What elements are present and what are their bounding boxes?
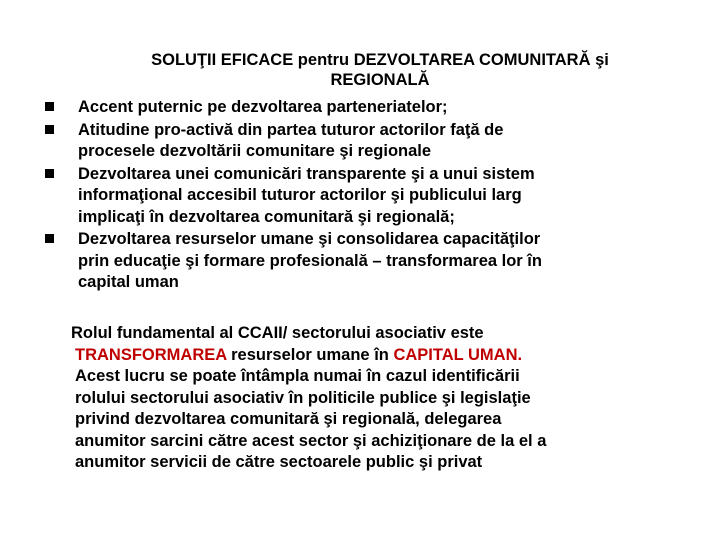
bullet-line: Accent puternic pe dezvoltarea parteneriatelor;: [78, 98, 448, 116]
paragraph-line: anumitor servicii de către sectoarele public şi privat: [75, 453, 483, 471]
bullet-item-partnerships: [0, 97, 720, 119]
paragraph-text: resurselor umane în: [226, 345, 394, 364]
highlight-capital-uman: CAPITAL UMAN.: [393, 345, 523, 364]
slide-title-line-2: REGIONALĂ: [330, 71, 430, 89]
bullet-item-communication: [0, 164, 720, 229]
paragraph-line: anumitor sarcini către acest sector şi achiziţionare de la el a: [75, 431, 547, 450]
paragraph-line: privind dezvoltarea comunitară şi regională, delegarea: [75, 410, 502, 428]
paragraph-line: rolului sectorului asociativ în politicile publice şi legislaţie: [75, 388, 531, 407]
square-bullet-icon: [45, 125, 54, 134]
bullet-item-human-resources: [0, 229, 720, 294]
bullet-line: Dezvoltarea resurselor umane şi consolidarea capacităţilor: [78, 230, 541, 248]
paragraph-line-highlight: [75, 345, 695, 367]
paragraph-line: Acest lucru se poate întâmpla numai în cazul identificării: [75, 367, 520, 385]
slide-title: [70, 50, 690, 90]
paragraph-line: Rolul fundamental al CCAII/ sectorului asociativ este: [71, 324, 484, 342]
bullet-line: procesele dezvoltării comunitare şi regionale: [78, 142, 432, 160]
square-bullet-icon: [45, 169, 54, 178]
slide-title-line-1: SOLUŢII EFICACE pentru DEZVOLTAREA COMUNITARĂ şi: [151, 51, 609, 69]
highlight-transformarea: TRANSFORMAREA: [75, 345, 227, 364]
square-bullet-icon: [45, 102, 54, 111]
bullet-line: Atitudine pro-activă din partea tuturor actorilor faţă de: [78, 120, 504, 139]
conclusion-paragraph: [71, 323, 695, 474]
bullet-line: informaţional accesibil tuturor actorilor şi publicului larg: [78, 186, 522, 204]
bullet-line: Dezvoltarea unei comunicări transparente şi a unui sistem: [78, 164, 535, 183]
bullet-line: implicaţi în dezvoltarea comunitară şi regională;: [78, 207, 455, 226]
square-bullet-icon: [45, 234, 54, 243]
bullet-list: [0, 97, 720, 295]
bullet-line: capital uman: [78, 273, 179, 291]
bullet-line: prin educaţie şi formare profesională – transformarea lor în: [78, 251, 542, 270]
bullet-item-proactive-attitude: [0, 120, 720, 163]
